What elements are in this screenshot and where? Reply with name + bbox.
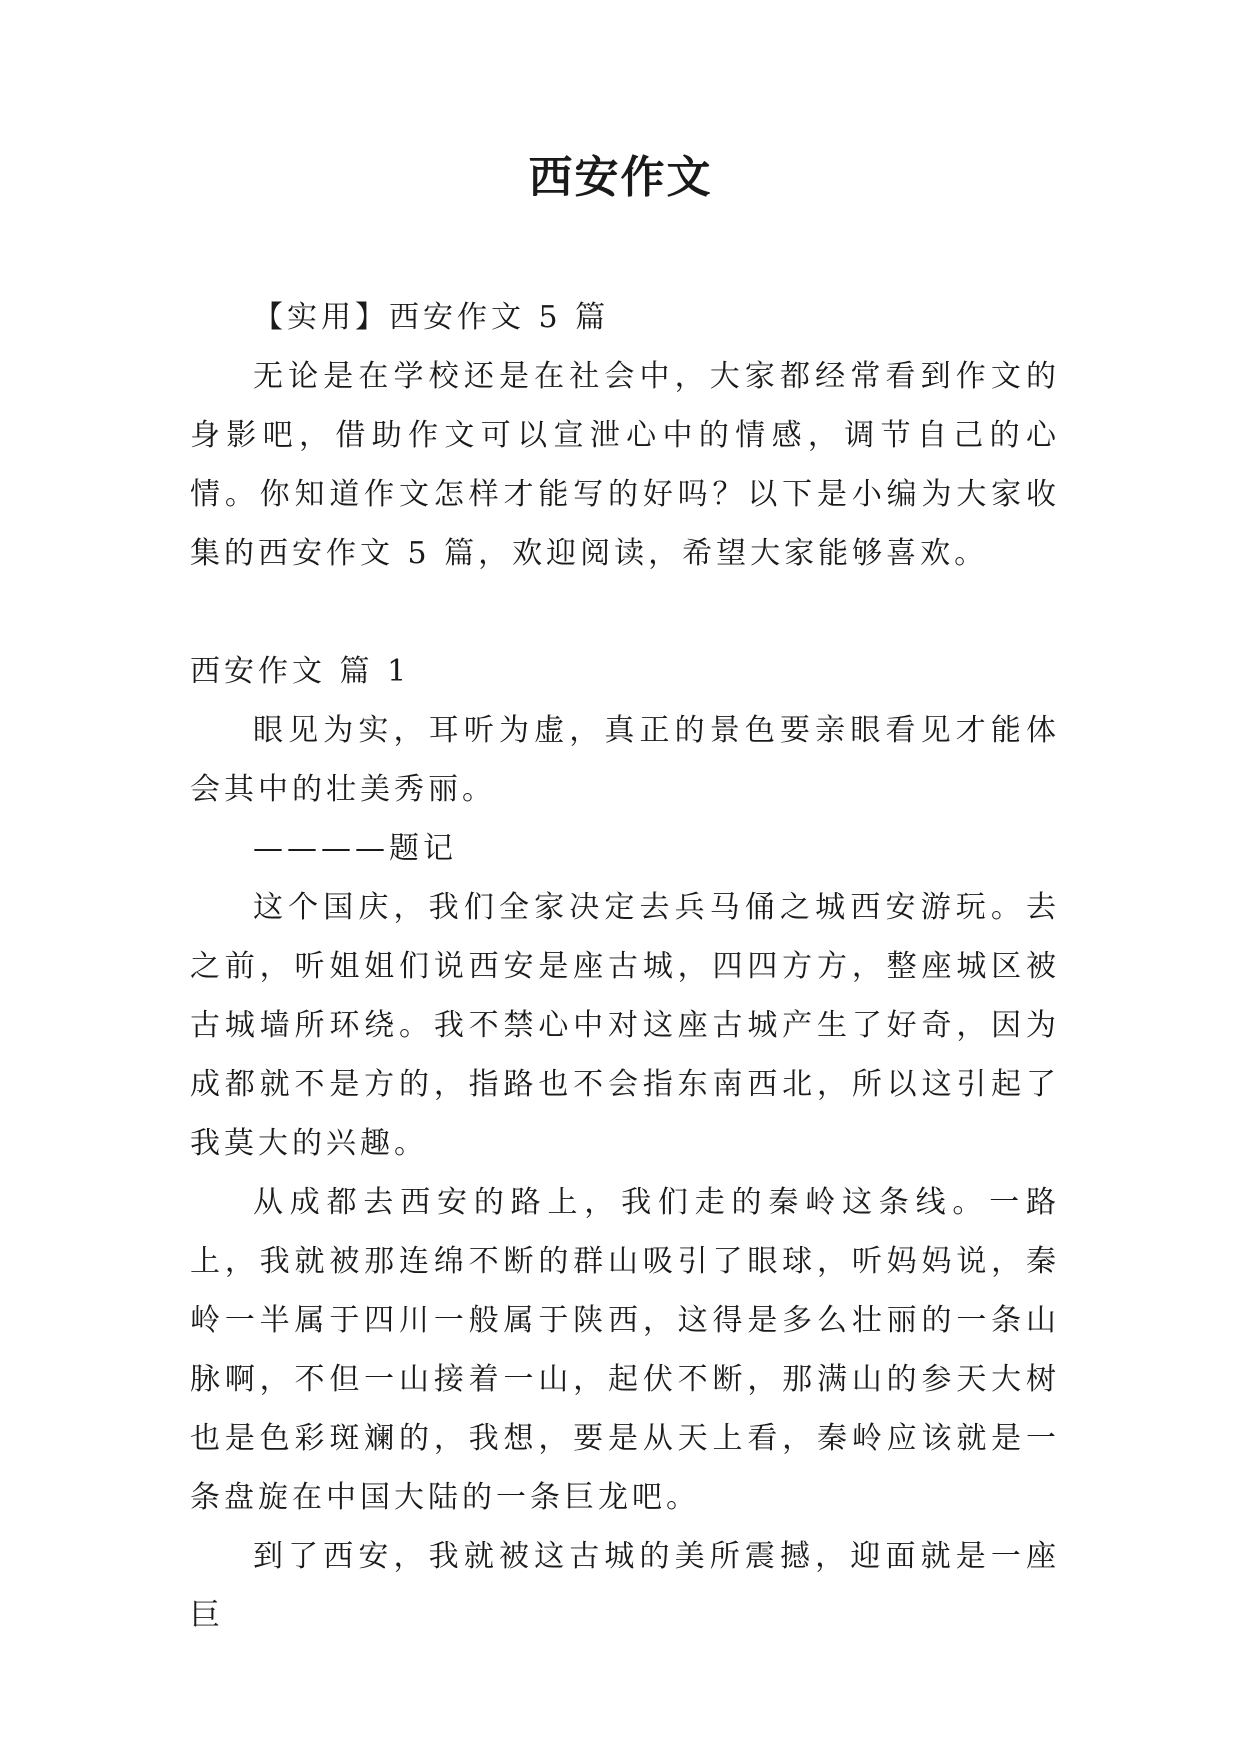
document-title: 西安作文 — [528, 152, 713, 203]
paragraph: 到了西安，我就被这古城的美所震撼，迎面就是一座巨 — [190, 1539, 1060, 1633]
document-body — [190, 288, 1060, 1645]
paragraph: 从成都去西安的路上，我们走的秦岭这条线。一路上，我就被那连绵不断的群山吸引了眼球，听妈妈说，秦岭一半属于四川一般属于陕西，这得是多么壮丽的一条山脉啊，不但一山接着一山，起伏不断，那满山的参天大树也是色彩斑斓的，我想，要是从天上看，秦岭应该就是一条盘旋在中国大陆的一条巨龙吧。 — [190, 1185, 1060, 1515]
section-heading: 西安作文 篇 1 — [190, 654, 411, 689]
paragraph: 这个国庆，我们全家决定去兵马俑之城西安游玩。去之前，听姐姐们说西安是座古城，四四方方，整座城区被古城墙所环绕。我不禁心中对这座古城产生了好奇，因为成都就不是方的，指路也不会指东南西北，所以这引起了我莫大的兴趣。 — [190, 890, 1060, 1161]
epigraph-attribution: ————题记 — [253, 831, 457, 866]
section-1 — [190, 642, 1060, 1645]
paragraph: 眼见为实，耳听为虚，真正的景色要亲眼看见才能体会其中的壮美秀丽。 — [190, 713, 1060, 807]
intro-paragraph: 无论是在学校还是在社会中，大家都经常看到作文的身影吧，借助作文可以宣泄心中的情感，调节自己的心情。你知道作文怎样才能写的好吗？以下是小编为大家收集的西安作文 5 篇，欢迎阅读，希望大家能够喜欢。 — [190, 359, 1060, 571]
intro-heading: 【实用】西安作文 5 篇 — [253, 300, 610, 335]
